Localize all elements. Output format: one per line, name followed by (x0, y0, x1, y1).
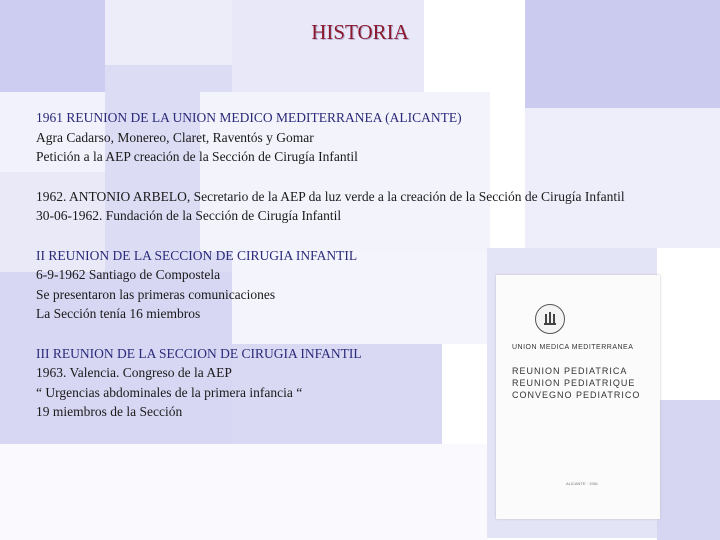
document-cover-image (496, 275, 660, 519)
cover-footer: ALICANTE · 1961 (566, 481, 599, 486)
section-heading: III REUNION DE LA SECCION DE CIRUGIA INFANTIL (36, 345, 362, 361)
section-line: Se presentaron las primeras comunicaciones (36, 286, 276, 302)
bg-square (232, 0, 424, 92)
section-line: Agra Cadarso, Monereo, Claret, Raventós y Gomar (36, 129, 314, 145)
section-heading: 1962. ANTONIO ARBELO, Secretario de la AEP da luz verde a la creación de la Sección de Cirugía Infantil (36, 188, 625, 204)
section-1961 (36, 108, 656, 167)
society-logo-icon (535, 304, 565, 334)
cover-line: REUNION PEDIATRICA (512, 366, 628, 376)
section-line: 1963. Valencia. Congreso de la AEP (36, 365, 232, 380)
page-title: HISTORIA (311, 20, 409, 44)
section-line: La Sección tenía 16 miembros (36, 306, 201, 321)
section-line: 30-06-1962. Fundación de la Sección de Cirugía Infantil (36, 208, 342, 223)
cover-header: UNION MEDICA MEDITERRANEA (512, 344, 634, 351)
cover-line: REUNION PEDIATRIQUE (512, 378, 636, 388)
bg-square (525, 0, 720, 108)
section-heading: 1961 REUNION DE LA UNION MEDICO MEDITERRANEA (ALICANTE) (36, 110, 462, 125)
cover-title-block (512, 365, 652, 401)
section-line: 6-9-1962 Santiago de Compostela (36, 267, 221, 282)
cover-line: CONVEGNO PEDIATRICO (512, 390, 641, 400)
bg-square (657, 400, 720, 540)
section-heading: II REUNION DE LA SECCION DE CIRUGIA INFANTIL (36, 247, 358, 263)
section-line: Petición a la AEP creación de la Sección de Cirugía Infantil (36, 149, 358, 164)
bg-square (0, 444, 487, 540)
section-line: “ Urgencias abdominales de la primera infancia “ (36, 384, 303, 400)
section-1962 (36, 187, 656, 226)
section-line: 19 miembros de la Sección (36, 404, 183, 419)
bg-square (0, 0, 105, 92)
